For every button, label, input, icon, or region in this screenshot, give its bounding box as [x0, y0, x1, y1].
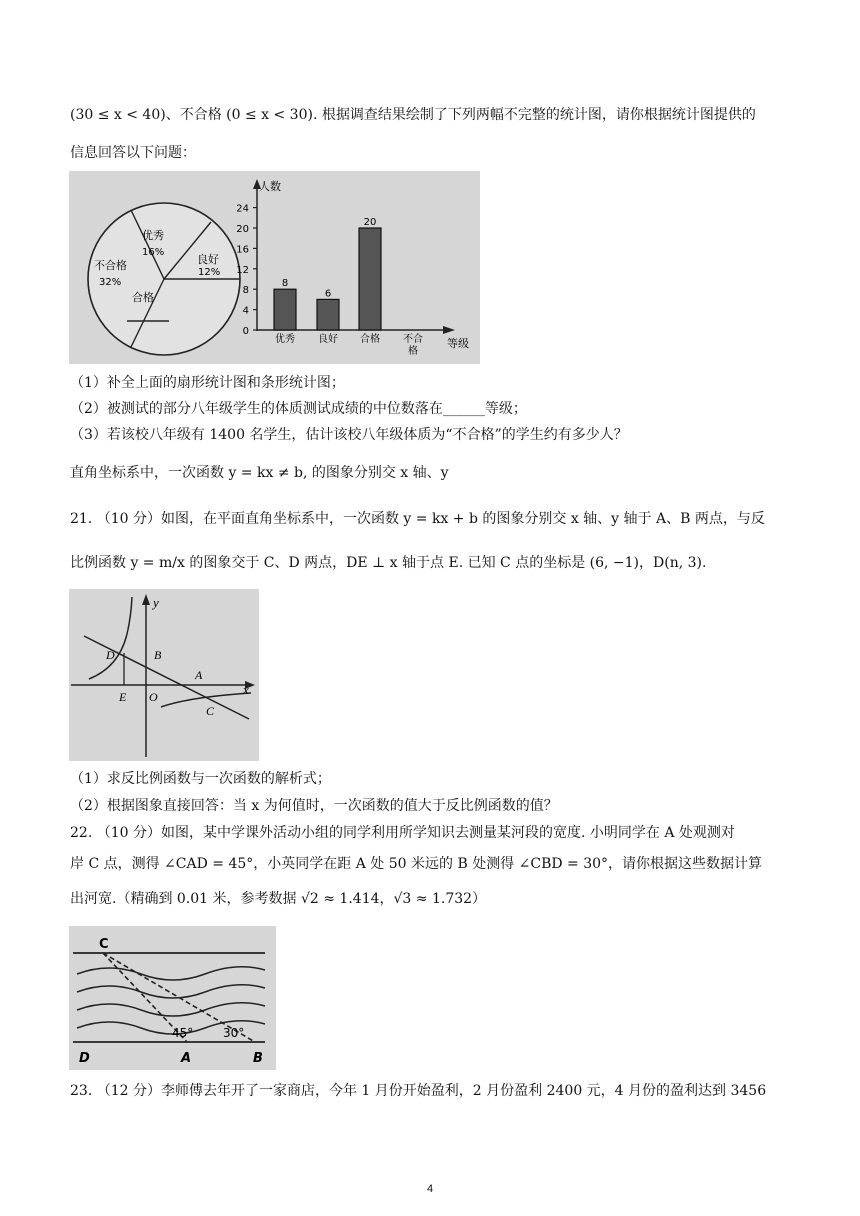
bar-value-label: 6	[324, 288, 332, 300]
bar-y-tick-label: 4	[242, 305, 249, 317]
intro-line-1: (30 ≤ x < 40)、不合格 (0 ≤ x < 30). 根据调查结果绘制了下列两幅不完整的统计图，请你根据统计图提供的	[70, 107, 756, 123]
q21-line-1: 21. （10 分）如图，在平面直角坐标系中，一次函数 y = kx + b 的图象分别交 x 轴、y 轴于 A、B 两点，与反	[70, 511, 765, 527]
bar-category-label: 优秀	[275, 334, 295, 345]
bar-category-label: 不合	[403, 334, 423, 345]
pie-label-pass: 合格	[132, 291, 154, 304]
pie-label-excellent: 优秀	[142, 229, 164, 242]
bar-y-tick-label: 16	[236, 244, 249, 256]
q22-label-A: A	[181, 1051, 192, 1066]
q21-label-A: A	[195, 668, 203, 682]
q22-river-figure	[69, 926, 276, 1070]
q22-line-1: 22. （10 分）如图，某中学课外活动小组的同学利用所学知识去测量某河段的宽度. 小明同学在 A 处观测对	[70, 825, 735, 841]
q22-angle-45: 45°	[172, 1026, 194, 1040]
q22-line-2: 岸 C 点，测得 ∠CAD = 45°，小英同学在距 A 处 50 米远的 B 处测得 ∠CBD = 30°，请你根据这些数据计算	[70, 856, 763, 872]
q22-line-3: 出河宽.（精确到 0.01 米，参考数据 √2 ≈ 1.414，√3 ≈ 1.732）	[70, 891, 487, 907]
q21-label-E: E	[119, 690, 127, 704]
bar-x-title: 等级	[447, 337, 469, 350]
bar-value-label: 20	[363, 217, 377, 228]
bar-2	[359, 228, 381, 330]
bar-category-label: 良好	[318, 334, 338, 345]
q22-label-B: B	[253, 1051, 263, 1066]
bar-category-label: 格	[408, 346, 418, 357]
bar-y-tick-label: 24	[236, 203, 249, 215]
q21-label-D: D	[106, 648, 115, 662]
bar-value-label: 8	[281, 278, 289, 290]
bar-category-label: 合格	[360, 334, 380, 345]
q23-line-1: 23. （12 分）李师傅去年开了一家商店，今年 1 月份开始盈利，2 月份盈利 2400 元，4 月份的盈利达到 3456	[70, 1083, 767, 1099]
q21-question-2: （2）根据图象直接回答：当 x 为何值时，一次函数的值大于反比例函数的值？	[70, 798, 558, 814]
q21-label-x: x	[243, 682, 249, 697]
bar-y-tick-label: 8	[242, 285, 249, 297]
bar-y-title: 人数	[259, 180, 281, 193]
q22-label-C: C	[99, 937, 109, 952]
q20-question-2: （2）被测试的部分八年级学生的体质测试成绩的中位数落在______等级；	[70, 401, 527, 417]
pie-label-good: 良好	[197, 253, 219, 266]
pie-label-fail-pct: 32%	[99, 277, 122, 288]
bar-0	[274, 289, 296, 330]
q20-question-1: （1）补全上面的扇形统计图和条形统计图；	[70, 375, 345, 391]
intro-line-2: 信息回答以下问题：	[70, 145, 196, 161]
pie-label-excellent-pct: 16%	[142, 247, 165, 258]
q21-label-C: C	[206, 704, 215, 718]
q20-question-3: （3）若该校八年级有 1400 名学生，估计该校八年级体质为“不合格”的学生约有多少人？	[70, 427, 628, 443]
bar-1	[317, 299, 339, 330]
q22-label-D: D	[79, 1051, 90, 1066]
bar-y-tick-label: 0	[242, 326, 249, 337]
q22-angle-30: 30°	[223, 1026, 245, 1040]
pie-label-fail: 不合格	[94, 259, 127, 272]
q21-question-1: （1）求反比例函数与一次函数的解析式；	[70, 771, 331, 787]
statistics-figure	[69, 171, 480, 364]
pie-label-good-pct: 12%	[198, 267, 221, 278]
bar-y-tick-label: 20	[236, 224, 249, 235]
bar-y-tick-label: 12	[236, 264, 249, 276]
q21-line-2: 比例函数 y = m/x 的图象交于 C、D 两点，DE ⊥ x 轴于点 E. 已知 C 点的坐标是 (6, −1)，D(n, 3).	[70, 555, 707, 571]
q21-coordinate-figure	[69, 589, 259, 761]
pie-chart	[88, 203, 240, 355]
q21-label-y: y	[153, 595, 159, 610]
stray-line: 直角坐标系中，一次函数 y = kx ≠ b, 的图象分别交 x 轴、y	[70, 465, 449, 481]
q21-label-B: B	[154, 648, 162, 662]
page-number: 4	[426, 1183, 434, 1195]
q21-label-O: O	[149, 690, 158, 704]
bar-chart	[236, 179, 469, 357]
